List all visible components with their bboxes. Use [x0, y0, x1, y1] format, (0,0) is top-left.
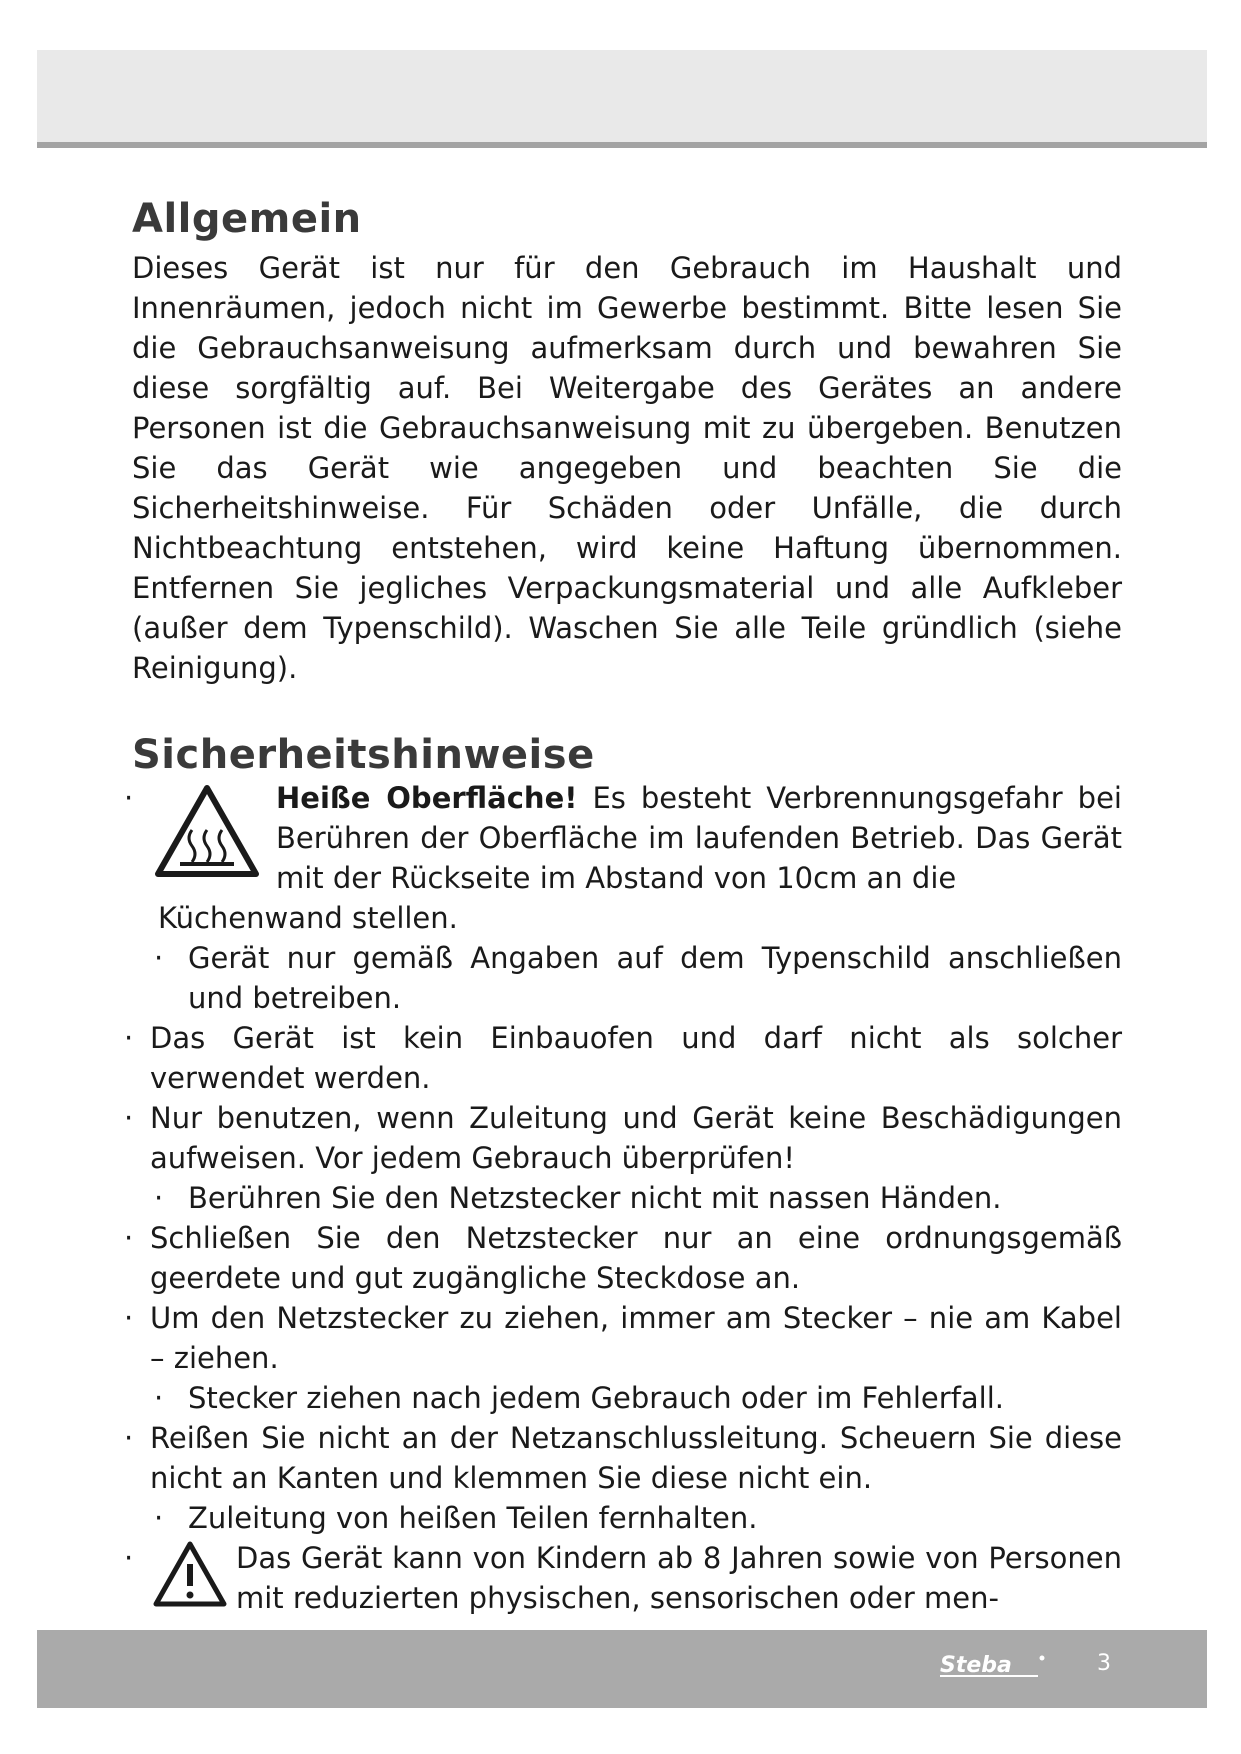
list-item: · Schließen Sie den Netzstecker nur an eine ordnungsgemäß geerdete und gut zugängliche Steckdose an. — [124, 1221, 1122, 1295]
page-number: 3 — [1097, 1651, 1111, 1676]
list-item: · Um den Netzstecker zu ziehen, immer am Stecker – nie am Kabel – ziehen. — [124, 1301, 1122, 1375]
general-warning-icon — [152, 1540, 228, 1618]
hot-surface-warning-icon — [152, 782, 262, 892]
list-item: · Reißen Sie nicht an der Netzanschlussleitung. Scheuern Sie diese nicht an Kanten und klemmen Sie diese nicht ein. — [124, 1421, 1122, 1495]
hot-surface-warning: · Heiße Oberfläche! Es besteht Verbrennungsgefahr bei Berühren der Oberfläche im laufenden Betrieb. Das Gerät mit der Rückseite im Abstand von 10cm an die Küchenwand stellen. — [132, 778, 1122, 938]
list-item: · Stecker ziehen nach jedem Gebrauch oder im Fehlerfall. — [154, 1381, 1005, 1415]
page-content — [124, 196, 1122, 1618]
steba-logo — [938, 1652, 1048, 1680]
heading-sicherheitshinweise: Sicherheitshinweise — [132, 732, 595, 778]
header-rule — [37, 142, 1207, 148]
children-warning-text: Das Gerät kann von Kindern ab 8 Jahren sowie von Personen mit reduzierten physischen, sensorischen oder men- — [236, 1541, 1122, 1615]
allgemein-body: Dieses Gerät ist nur für den Gebrauch im Haushalt und Innenräumen, jedoch nicht im Gewerbe bestimmt. Bitte lesen Sie die Gebrauchsanweisung aufmerksam durch und bewahren Sie diese sorgfältig auf. Bei Weitergabe des Gerätes an andere Personen ist die Gebrauchsanweisung mit zu übergeben. Benutzen Sie das Gerät wie angegeben und beachten Sie die Sicherheitshinweise. Für Schäden oder Unfälle, die durch Nichtbeachtung entstehen, wird keine Haftung übernommen. Entfernen Sie jegliches Verpackungsmaterial und alle Aufkleber (außer dem Typenschild). Waschen Sie alle Teile gründlich (siehe Reinigung). — [132, 251, 1122, 685]
hot-surface-text: Es besteht Verbrennungsgefahr bei Berühren der Oberfläche im laufenden Betrieb. Das Gerät mit der Rückseite im Abstand von 10cm an die — [276, 781, 1122, 895]
list-item: · Berühren Sie den Netzstecker nicht mit nassen Händen. — [154, 1181, 1002, 1215]
list-item: · Das Gerät ist kein Einbauofen und darf nicht als solcher verwendet werden. — [124, 1021, 1122, 1095]
list-item: · Gerät nur gemäß Angaben auf dem Typenschild anschließen und betreiben. — [154, 941, 1122, 1015]
list-item: · Zuleitung von heißen Teilen fernhalten. — [154, 1501, 758, 1535]
hot-surface-cont: Küchenwand stellen. — [158, 901, 458, 935]
heading-allgemein: Allgemein — [132, 196, 362, 242]
section-sicherheitshinweise — [124, 732, 1122, 1618]
list-item: · Nur benutzen, wenn Zuleitung und Gerät keine Beschädigungen aufweisen. Vor jedem Gebrauch überprüfen! — [124, 1101, 1122, 1175]
svg-text:Steba: Steba — [940, 1653, 1012, 1678]
header-band — [37, 50, 1207, 142]
children-warning: · Das Gerät kann von Kindern ab 8 Jahren sowie von Personen mit reduzierten physischen, sensorischen oder men- — [132, 1538, 1122, 1618]
hot-surface-label: Heiße Oberfläche! — [276, 781, 578, 815]
